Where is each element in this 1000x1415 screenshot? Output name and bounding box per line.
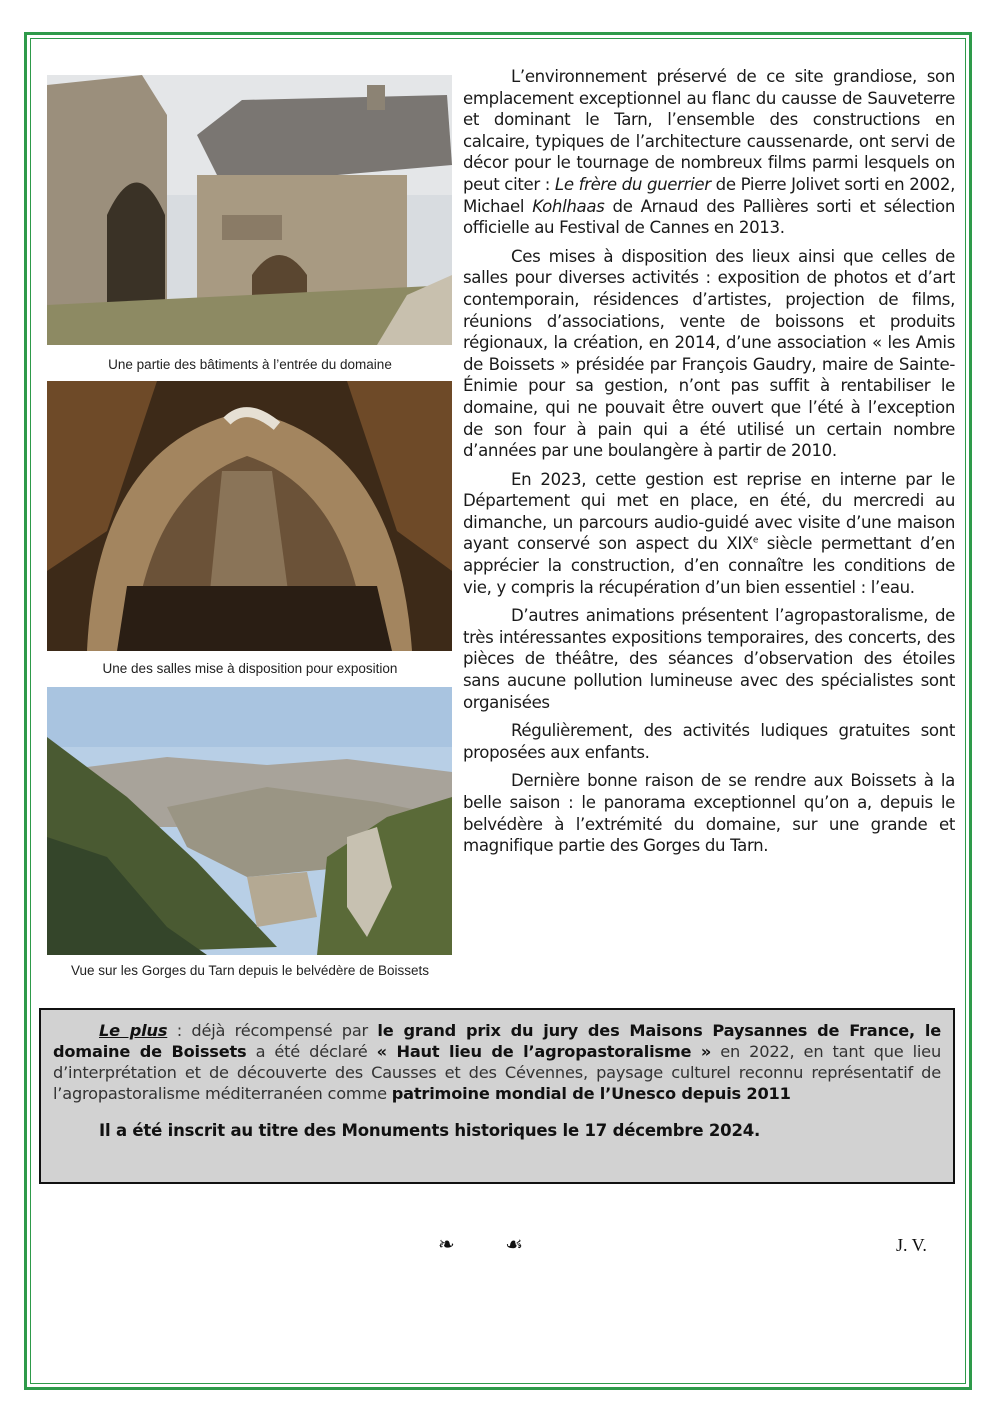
photo-salle <box>47 381 452 651</box>
paragraph-mises-a-disposition: Ces mises à disposition des lieux ainsi que celles de salles pour diverses activités : exposition de photos et d’art contemporain, résidences d’artistes, projection de films, réunions d’associations, vente de boissons et produits régionaux, la création, en 2014, d’une association « les Amis de Boissets » présidée par François Gaudry, maire de Sainte-Énimie pour sa gestion, n’ont pas suffit à rentabiliser le domaine, qui ne pouvait être ouvert que l’été à l’exception de son four à pain qui a été utilisé un certain nombre d’années par une boulangère à partir de 2010. <box>463 246 955 461</box>
le-plus-box <box>39 1008 955 1184</box>
paragraph-animations: D’autres animations présentent l’agropastoralisme, de très intéressantes expositions temporaires, des concerts, des pièces de théâtre, des séances d’observation des étoiles sans aucune pollution lumineuse avec des spécialistes sont organisées <box>463 606 955 712</box>
paragraph-activites-enfants: Régulièrement, des activités ludiques gratuites sont proposées aux enfants. <box>463 721 955 762</box>
caption-batiments: Une partie des bâtiments à l’entrée du domaine <box>108 357 392 372</box>
le-plus-label: Le plus <box>99 1021 168 1040</box>
caption-salle: Une des salles mise à disposition pour exposition <box>102 661 398 676</box>
ornament-fleuron: ❧ ☙ <box>438 1232 546 1256</box>
le-plus-paragraph: Le plus : déjà récompensé par le grand prix du jury des Maisons Paysannes de France, le domaine de Boissets a été déclaré « Haut lieu de l’agropastoralisme » en 2022, en tant que lieu d’interprétation et de découverte des Causses et des Cévennes, paysage culturel reconnu représentatif de l’agropastoralisme méditerranéen comme patrimoine mondial de l’Unesco depuis 2011 <box>53 1021 942 1103</box>
film-title-kohlhaas: Kohlhaas <box>532 196 605 216</box>
film-title-frere: Le frère du guerrier <box>554 174 711 194</box>
article-body <box>463 66 955 864</box>
photo-batiments <box>47 75 452 345</box>
paragraph-environnement: L’environnement préservé de ce site grandiose, son emplacement exceptionnel au flanc du causse de Sauveterre et dominant le Tarn, l’ensemble des constructions en calcaire, typiques de l’architecture caussenarde, ont servi de décor pour le tournage de nombreux films parmi lesquels on peut citer : Le frère du guerrier de Pierre Jolivet sorti en 2002, Michael Kohlhaas de Arnaud des Pallières sorti et sélection officielle au Festival de Cannes en 2013. <box>463 67 956 238</box>
monument-inscription: Il a été inscrit au titre des Monuments historiques le 17 décembre 2024. <box>99 1121 761 1140</box>
paragraph-panorama: Dernière bonne raison de se rendre aux Boissets à la belle saison : le panorama exceptionnel qu’on a, depuis le belvédère à l’extrémité du domaine, sur une grande et magnifique partie des Gorges du Tarn. <box>463 771 955 856</box>
caption-gorges: Vue sur les Gorges du Tarn depuis le belvédère de Boissets <box>71 963 429 978</box>
author-signature: J. V. <box>896 1235 927 1255</box>
paragraph-gestion-2023: En 2023, cette gestion est reprise en interne par le Département qui met en place, en été, du mercredi au dimanche, un parcours audio-guidé avec visite d’une maison ayant conservé son aspect du XIXe siècle permettant d’en apprécier la construction, d’en connaître les conditions de vie, y compris la récupération d’un bien essentiel : l’eau. <box>463 469 955 597</box>
photo-gorges <box>47 687 452 955</box>
